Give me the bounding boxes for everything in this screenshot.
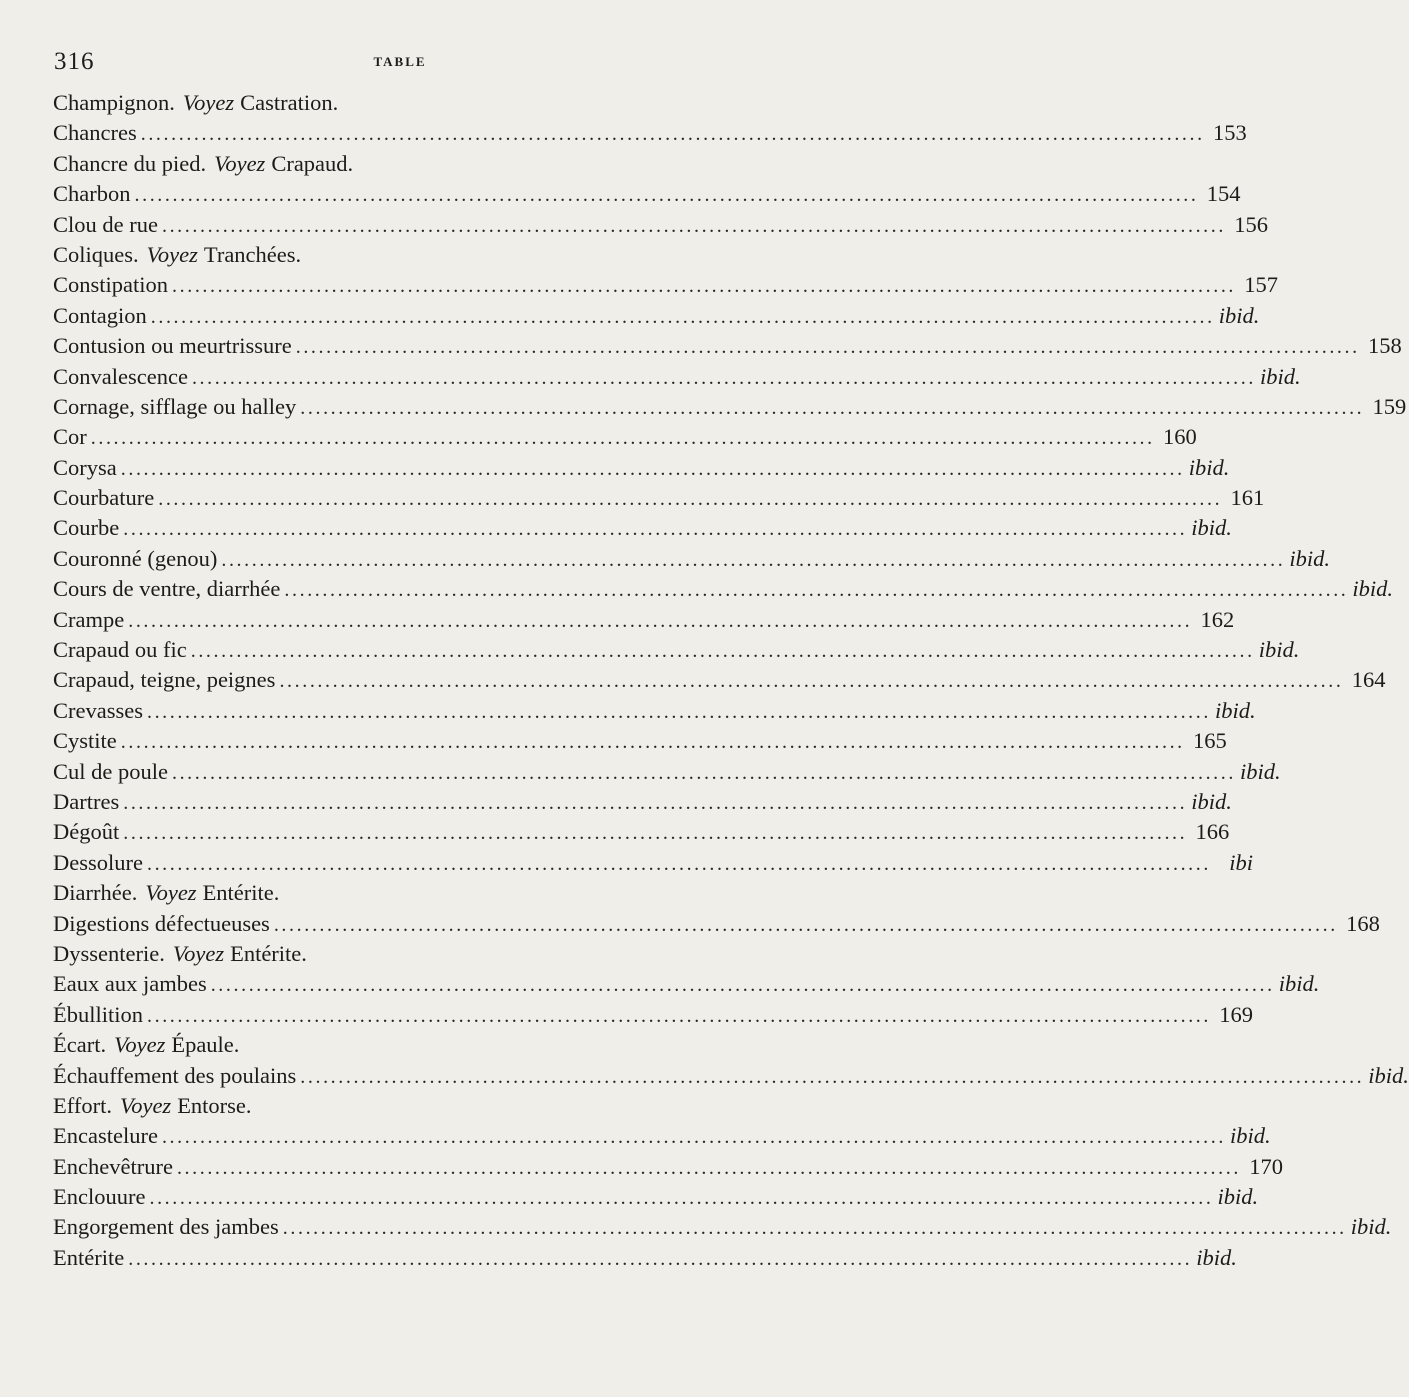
see-reference-target: Tranchées. (203, 241, 302, 267)
entry-page-reference: ibid. (1214, 697, 1256, 723)
entry-page-reference: ibid. (1191, 788, 1232, 814)
entry-term: Effort. (53, 1092, 112, 1118)
index-entry (53, 1000, 1253, 1030)
dot-leader: ............................................................................................................................................ (120, 731, 1185, 754)
dot-leader: ............................................................................................................................................ (134, 184, 1199, 207)
entry-term: Diarrhée. (53, 880, 138, 906)
dot-leader: ............................................................................................................................................ (146, 852, 1211, 875)
dot-leader: ............................................................................................................................................ (149, 1187, 1214, 1210)
entry-page-reference: 153 (1212, 120, 1247, 146)
dot-leader: ............................................................................................................................................ (120, 457, 1185, 480)
index-entry (53, 179, 1241, 209)
index-entry (53, 544, 1330, 574)
dot-leader: ............................................................................................................................................ (161, 1126, 1226, 1149)
index-entry (53, 1243, 1237, 1273)
entry-term: Contagion (53, 302, 147, 328)
entry-page-reference: 160 (1163, 424, 1197, 450)
entry-page-reference: ibid. (1278, 971, 1320, 997)
entry-term: Courbe (53, 515, 120, 541)
index-entry (53, 1091, 768, 1121)
entry-page-reference: ibid. (1289, 545, 1330, 571)
entry-page-reference: 156 (1234, 211, 1268, 237)
entry-page-reference: 161 (1230, 485, 1265, 511)
index-entry (53, 453, 1230, 483)
entry-term: Dyssenterie. (53, 940, 165, 966)
entry-term: Convalescence (53, 363, 188, 389)
dot-leader: ............................................................................................................................................ (176, 1156, 1241, 1179)
entry-term: Crapaud, teigne, peignes (53, 667, 276, 693)
index-entry (53, 149, 768, 179)
entry-term: Cul de poule (53, 758, 168, 784)
see-reference-label: Voyez (145, 880, 197, 906)
entry-term: Coliques. (53, 241, 139, 267)
entry-term: Couronné (genou) (53, 545, 218, 571)
dot-leader: ............................................................................................................................................ (221, 548, 1286, 571)
entry-page-reference: ibid. (1218, 302, 1260, 328)
index-entry (53, 240, 768, 270)
entry-page-reference: 154 (1206, 181, 1241, 207)
index-entry (53, 118, 1247, 148)
index-entry (53, 483, 1265, 513)
dot-leader: ............................................................................................................................................ (147, 1004, 1211, 1027)
entry-page-reference: 165 (1193, 728, 1227, 754)
index-entry (53, 513, 1232, 543)
index-entry (53, 422, 1197, 452)
index-entries (53, 88, 1409, 1273)
index-entry (53, 787, 1232, 817)
dot-leader: ............................................................................................................................................ (140, 123, 1205, 146)
dot-leader: ............................................................................................................................................ (191, 366, 1256, 389)
entry-page-reference: ibid. (1229, 1123, 1271, 1149)
entry-page-reference: ibid. (1368, 1062, 1409, 1088)
entry-page-reference: 158 (1367, 333, 1402, 359)
entry-term: Enchevêtrure (53, 1153, 173, 1179)
entry-term: Champignon. (53, 90, 175, 115)
see-reference-target: Entorse. (177, 1092, 252, 1118)
entry-page-reference: 169 (1219, 1001, 1253, 1027)
see-reference-label: Voyez (182, 90, 235, 115)
index-entry (53, 909, 1380, 939)
dot-leader: ............................................................................................................................................ (128, 609, 1193, 632)
entry-term: Cor (53, 424, 87, 450)
see-reference-label: Voyez (214, 150, 266, 176)
dot-leader: ............................................................................................................................................ (210, 974, 1275, 997)
dot-leader: ............................................................................................................................................ (172, 275, 1237, 298)
entry-term: Ébullition (53, 1001, 143, 1027)
entry-term: Cystite (53, 728, 117, 754)
see-reference-target: Crapaud. (271, 150, 354, 176)
index-entry (53, 362, 1301, 392)
entry-term: Digestions défectueuses (53, 910, 270, 936)
entry-page-reference: ibid. (1352, 576, 1394, 602)
index-entry (53, 726, 1227, 756)
entry-page-reference: 162 (1200, 606, 1235, 632)
dot-leader: ............................................................................................................................................ (295, 336, 1360, 359)
entry-term: Encastelure (53, 1123, 158, 1149)
index-entry (53, 817, 1230, 847)
page-header (54, 48, 746, 78)
dot-leader: ............................................................................................................................................ (123, 791, 1188, 814)
index-entry (53, 757, 1281, 787)
entry-page-reference: ibid. (1258, 637, 1300, 663)
index-entry (53, 1030, 768, 1060)
entry-page-reference: ibi (1229, 849, 1253, 875)
entry-term: Crapaud ou fic (53, 637, 187, 663)
dot-leader: ............................................................................................................................................ (190, 640, 1255, 663)
index-entry (53, 878, 768, 908)
see-reference-label: Voyez (119, 1092, 172, 1118)
dot-leader: ............................................................................................................................................ (273, 913, 1338, 936)
index-entry (53, 939, 768, 969)
index-entry (53, 665, 1386, 695)
entry-term: Clou de rue (53, 211, 158, 237)
page-number: 316 (54, 48, 95, 75)
see-reference-label: Voyez (146, 241, 198, 267)
entry-term: Enclouure (53, 1184, 146, 1210)
entry-page-reference: ibid. (1239, 758, 1281, 784)
index-entry (53, 210, 1268, 240)
index-entry (53, 301, 1260, 331)
entry-term: Dégoût (53, 819, 120, 845)
dot-leader: ............................................................................................................................................ (300, 1065, 1365, 1088)
running-title: TABLE (373, 54, 427, 69)
entry-page-reference: 170 (1249, 1153, 1283, 1179)
entry-page-reference: ibid. (1350, 1214, 1392, 1240)
entry-term: Chancres (53, 120, 137, 146)
dot-leader: ............................................................................................................................................ (282, 1217, 1347, 1240)
entry-term: Cours de ventre, diarrhée (53, 576, 281, 602)
index-entry (53, 969, 1320, 999)
see-reference-label: Voyez (114, 1032, 166, 1058)
entry-term: Dessolure (53, 849, 143, 875)
dot-leader: ............................................................................................................................................ (123, 822, 1188, 845)
entry-term: Écart. (53, 1032, 107, 1058)
entry-page-reference: 157 (1244, 272, 1279, 298)
entry-term: Engorgement des jambes (53, 1214, 279, 1240)
entry-page-reference: 164 (1351, 667, 1386, 693)
index-entry (53, 635, 1300, 665)
index-entry (53, 848, 1253, 878)
entry-page-reference: ibid. (1188, 454, 1230, 480)
entry-term: Constipation (53, 272, 169, 298)
dot-leader: ............................................................................................................................................ (123, 518, 1188, 541)
entry-term: Corysa (53, 454, 117, 480)
entry-term: Entérite (53, 1244, 125, 1270)
entry-page-reference: ibid. (1259, 363, 1301, 389)
index-entry (53, 331, 1402, 361)
dot-leader: ............................................................................................................................................ (128, 1247, 1193, 1270)
see-reference-target: Castration. (240, 90, 339, 115)
index-entry (53, 1061, 1409, 1091)
entry-term: Crevasses (53, 697, 143, 723)
entry-term: Crampe (53, 606, 125, 632)
dot-leader: ............................................................................................................................................ (279, 670, 1344, 693)
entry-page-reference: 159 (1372, 393, 1407, 419)
entry-term: Chancre du pied. (53, 150, 207, 176)
index-entry (53, 1152, 1283, 1182)
index-entry (53, 88, 768, 118)
dot-leader: ............................................................................................................................................ (158, 488, 1223, 511)
dot-leader: ............................................................................................................................................ (300, 396, 1365, 419)
entry-page-reference: ibid. (1217, 1184, 1259, 1210)
entry-term: Dartres (53, 788, 120, 814)
entry-page-reference: 168 (1346, 910, 1380, 936)
dot-leader: ............................................................................................................................................ (171, 761, 1236, 784)
entry-page-reference: 166 (1195, 819, 1230, 845)
index-entry (53, 574, 1394, 604)
dot-leader: ............................................................................................................................................ (161, 214, 1226, 237)
index-entry (53, 1182, 1259, 1212)
see-reference-target: Épaule. (171, 1032, 240, 1058)
entry-page-reference: ibid. (1196, 1244, 1237, 1270)
entry-term: Échauffement des poulains (53, 1062, 297, 1088)
index-entry (53, 392, 1407, 422)
dot-leader: ............................................................................................................................................ (150, 305, 1215, 328)
index-entry (53, 605, 1235, 635)
dot-leader: ............................................................................................................................................ (284, 579, 1349, 602)
see-reference-target: Entérite. (230, 940, 307, 966)
see-reference-target: Entérite. (202, 880, 280, 906)
entry-term: Contusion ou meurtrissure (53, 333, 292, 359)
index-entry (53, 270, 1279, 300)
entry-term: Eaux aux jambes (53, 971, 207, 997)
dot-leader: ............................................................................................................................................ (90, 427, 1155, 450)
entry-term: Cornage, sifflage ou halley (53, 393, 297, 419)
see-reference-label: Voyez (172, 940, 225, 966)
entry-term: Charbon (53, 181, 131, 207)
index-entry (53, 1121, 1271, 1151)
dot-leader: ............................................................................................................................................ (146, 700, 1211, 723)
index-entry (53, 696, 1256, 726)
index-entry (53, 1212, 1392, 1242)
entry-term: Courbature (53, 485, 155, 511)
entry-page-reference: ibid. (1191, 515, 1232, 541)
